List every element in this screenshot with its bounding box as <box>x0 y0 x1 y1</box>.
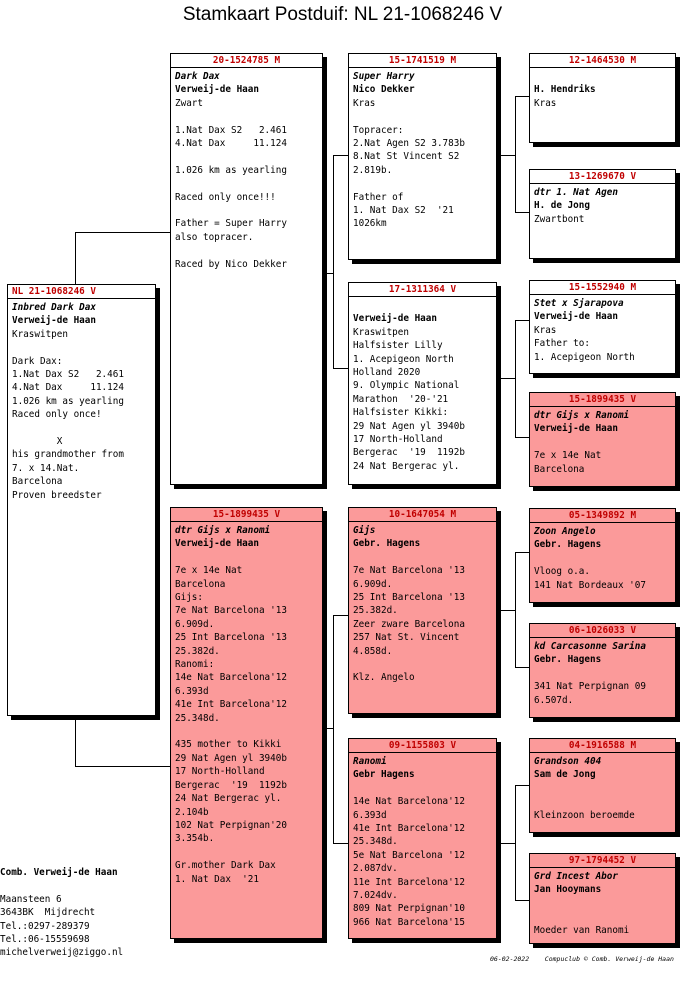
card-text-line <box>12 422 151 435</box>
card-text-line: 966 Nat Barcelona'15 <box>353 916 465 928</box>
card-father-father <box>348 53 497 260</box>
card-fm-mother <box>529 392 676 487</box>
card-text-line: 17 North-Holland <box>353 434 443 446</box>
connector-line <box>333 155 334 368</box>
ring-number: 06-1026033 V <box>530 624 675 638</box>
connector-line <box>333 843 348 844</box>
card-text-line: Dark Dax <box>175 71 220 82</box>
connector-line <box>333 368 348 369</box>
ring-number: 10-1647054 M <box>349 508 496 522</box>
card-mm-mother <box>529 853 676 944</box>
owner-tel1: Tel.:0297-289379 <box>0 920 90 932</box>
card-text-line: Zwart <box>175 97 203 109</box>
card-text-line: Kras <box>353 97 376 109</box>
card-text-line: Gebr. Hagens <box>534 654 602 666</box>
card-text-line: 1.Nat Dax S2 2.461 <box>175 124 287 136</box>
card-text-line <box>12 341 151 354</box>
card-text-line: Kras <box>534 324 557 336</box>
card-text-line: Verweij-de Haan <box>534 423 618 435</box>
card-text-line <box>175 150 318 163</box>
card-text-line: Bergerac '19 1192b <box>175 779 287 791</box>
connector-line <box>497 378 516 379</box>
footer-credit: 06-02-2022 Compuclub © Comb. Verweij-de Haan <box>490 955 674 963</box>
card-text-line: Father = Super Harry <box>175 218 287 230</box>
card-text-line: dtr 1. Nat Agen <box>534 187 618 198</box>
card-text-line: Halfsister Kikki: <box>353 407 449 419</box>
card-text-line: kd Carcasonne Sarina <box>534 641 646 652</box>
card-text-line: 7e Nat Barcelona '13 <box>353 565 465 577</box>
connector-line <box>515 900 529 901</box>
card-text-line <box>175 204 318 217</box>
card-text-line: Sam de Jong <box>534 769 596 781</box>
card-text-line: Super Harry <box>353 71 415 82</box>
card-text-line <box>534 667 671 680</box>
card-text-line: 6.393d <box>175 685 209 697</box>
card-text-line: Kraswitpen <box>353 326 409 338</box>
card-text-line: 14e Nat Barcelona'12 <box>353 796 465 808</box>
card-subject <box>7 284 156 716</box>
ring-number: 15-1899435 V <box>171 508 322 522</box>
card-text-line: 1. Nat Dax S2 '21 <box>353 205 454 217</box>
card-father <box>170 53 323 485</box>
card-text-line: 6.909d. <box>353 578 393 590</box>
connector-line <box>497 843 516 844</box>
card-text-line: 29 Nat Agen yl 3940b <box>353 420 465 432</box>
card-text-line <box>353 177 492 190</box>
connector-line <box>323 273 334 274</box>
card-text-line: 4.Nat Dax 11.124 <box>175 138 287 150</box>
card-text-line <box>534 552 671 565</box>
card-text-line: 4.Nat Dax 11.124 <box>12 382 124 394</box>
card-text-line <box>534 795 671 808</box>
card-mf-father <box>529 508 676 603</box>
card-text-line: 25 Int Barcelona '13 <box>175 632 287 644</box>
card-father-mother <box>348 282 497 485</box>
card-text-line <box>534 897 671 910</box>
card-mm-father <box>529 738 676 833</box>
card-text-line: 1. Nat Dax '21 <box>175 873 259 885</box>
ring-number: NL 21-1068246 V <box>8 285 155 299</box>
card-text-line: 1026km <box>353 218 387 230</box>
card-text-line: Verweij-de Haan <box>175 538 259 550</box>
card-text-line: 102 Nat Perpignan'20 <box>175 819 287 831</box>
card-text-line: 2.819b. <box>353 164 393 176</box>
card-text-line: 2.Nat Agen S2 3.783b <box>353 138 465 150</box>
card-text-line: 1.026 km as yearling <box>175 164 287 176</box>
card-text-line: Kleinzoon beroemde <box>534 809 635 821</box>
card-text-line: Father of <box>353 191 404 203</box>
card-text-line <box>534 910 671 923</box>
connector-line <box>515 437 529 438</box>
connector-line <box>497 155 516 156</box>
card-text-line: Raced only once!!! <box>175 191 276 203</box>
ring-number: 15-1552940 M <box>530 281 675 295</box>
card-text-line: 435 mother to Kikki <box>175 739 282 751</box>
card-text-line: 8.Nat St Vincent S2 <box>353 151 460 163</box>
connector-line <box>515 552 529 553</box>
card-text-line: 7.024dv. <box>353 890 398 902</box>
connector-line <box>515 667 529 668</box>
card-text-line: Stet x Sjarapova <box>534 298 624 309</box>
card-text-line: 14e Nat Barcelona'12 <box>175 672 287 684</box>
card-text-line <box>534 782 671 795</box>
connector-line <box>333 155 348 156</box>
ring-number: 04-1916588 M <box>530 739 675 753</box>
card-text-line <box>175 177 318 190</box>
owner-info <box>0 866 123 960</box>
connector-line <box>323 728 334 729</box>
card-text-line: Father to: <box>534 338 590 350</box>
card-text-line: Gebr Hagens <box>353 769 415 781</box>
card-text-line: Holland 2020 <box>353 367 421 379</box>
card-text-line: Kras <box>534 97 557 109</box>
card-text-line: Gr.mother Dark Dax <box>175 860 276 872</box>
card-text-line: Halfsister Lilly <box>353 340 443 352</box>
card-text-line: 7e x 14e Nat <box>534 450 602 462</box>
card-text-line: 3.354b. <box>175 833 215 845</box>
card-text-line: 6.507d. <box>534 694 574 706</box>
card-text-line: Klz. Angelo <box>353 672 415 684</box>
card-text-line <box>175 110 318 123</box>
card-text-line: also topracer. <box>175 231 254 243</box>
card-text-line: 11e Int Barcelona'12 <box>353 876 465 888</box>
card-text-line: Grandson 404 <box>534 756 602 767</box>
card-text-line: Zeer zware Barcelona <box>353 618 465 630</box>
card-text-line: Gebr. Hagens <box>534 539 602 551</box>
card-text-line: Topracer: <box>353 124 404 136</box>
card-text-line: 1.Nat Dax S2 2.461 <box>12 369 124 381</box>
connector-line <box>515 212 529 213</box>
connector-line <box>75 716 76 766</box>
card-text-line: Kraswitpen <box>12 328 68 340</box>
card-text-line <box>534 436 671 449</box>
card-text-line: Barcelona <box>534 463 585 475</box>
card-text-line: 25.348d. <box>175 712 220 724</box>
card-text-line: 41e Int Barcelona'12 <box>175 699 287 711</box>
card-text-line: 17 North-Holland <box>175 766 265 778</box>
card-text-line <box>175 846 318 859</box>
card-text-line: Gebr. Hagens <box>353 538 421 550</box>
card-text-line: Proven breedster <box>12 489 102 501</box>
card-text-line: 7. x 14.Nat. <box>12 462 80 474</box>
card-text-line <box>175 725 318 738</box>
ring-number: 12-1464530 M <box>530 54 675 68</box>
connector-line <box>75 232 173 233</box>
card-text-line: 29 Nat Agen yl 3940b <box>175 752 287 764</box>
card-text-line: 2.087dv. <box>353 863 398 875</box>
card-text-line: Jan Hooymans <box>534 884 602 896</box>
card-text-line: Zwartbont <box>534 213 585 225</box>
connector-line <box>497 610 516 611</box>
card-text-line: Verweij-de Haan <box>12 315 96 327</box>
card-mother <box>170 507 323 939</box>
card-text-line: 257 Nat St. Vincent <box>353 632 460 644</box>
card-text-line: 1.026 km as yearling <box>12 395 124 407</box>
card-text-line: Grd Incest Abor <box>534 871 618 882</box>
card-text-line: 809 Nat Perpignan'10 <box>353 903 465 915</box>
card-text-line <box>175 244 318 257</box>
ring-number: 09-1155803 V <box>349 739 496 753</box>
card-text-line <box>353 110 492 123</box>
card-text-line: 1. Acepigeon North <box>353 353 454 365</box>
card-text-line: H. de Jong <box>534 200 590 212</box>
ring-number: 13-1269670 V <box>530 170 675 184</box>
card-text-line: Raced by Nico Dekker <box>175 258 287 270</box>
card-text-line <box>175 551 318 564</box>
card-text-line: 4.858d. <box>353 645 393 657</box>
card-text-line: 2.104b <box>175 806 209 818</box>
card-ff-father <box>529 53 676 143</box>
card-text-line: 25 Int Barcelona '13 <box>353 592 465 604</box>
card-text-line: Vloog o.a. <box>534 566 590 578</box>
card-text-line: Dark Dax: <box>12 355 63 367</box>
card-text-line: 6.909d. <box>175 618 215 630</box>
connector-line <box>515 785 529 786</box>
card-text-line: 25.348d. <box>353 836 398 848</box>
card-text-line: Marathon '20-'21 <box>353 393 449 405</box>
card-text-line: Ranomi: <box>175 659 215 671</box>
card-text-line: Bergerac '19 1192b <box>353 447 465 459</box>
card-text-line: Ranomi <box>353 756 387 767</box>
card-text-line: 1. Acepigeon North <box>534 351 635 363</box>
card-text-line: Verweij-de Haan <box>353 313 437 325</box>
connector-line <box>515 96 516 212</box>
owner-email: michelverweij@ziggo.nl <box>0 947 124 959</box>
card-text-line: H. Hendriks <box>534 84 596 96</box>
connector-line <box>515 96 529 97</box>
card-text-line <box>534 70 671 83</box>
card-text-line: 24 Nat Bergerac yl. <box>175 793 282 805</box>
connector-line <box>333 615 334 843</box>
card-text-line: 7e Nat Barcelona '13 <box>175 605 287 617</box>
card-text-line: Barcelona <box>12 476 63 488</box>
card-text-line: Verweij-de Haan <box>175 84 259 96</box>
card-text-line: dtr Gijs x Ranomi <box>175 525 271 536</box>
card-text-line: 5e Nat Barcelona '12 <box>353 849 465 861</box>
owner-spacer <box>0 879 123 892</box>
card-text-line: dtr Gijs x Ranomi <box>534 410 630 421</box>
page-title: Stamkaart Postduif: NL 21-1068246 V <box>182 4 503 25</box>
card-text-line: his grandmother from <box>12 449 124 461</box>
card-text-line: 341 Nat Perpignan 09 <box>534 681 646 693</box>
card-text-line: 25.382d. <box>353 605 398 617</box>
owner-tel2: Tel.:06-15559698 <box>0 934 90 946</box>
owner-street: Maansteen 6 <box>0 893 62 905</box>
card-text-line: 24 Nat Bergerac yl. <box>353 460 460 472</box>
ring-number: 17-1311364 V <box>349 283 496 297</box>
card-text-line: Inbred Dark Dax <box>12 302 96 313</box>
connector-line <box>75 766 173 767</box>
connector-line <box>515 320 529 321</box>
card-text-line: Gijs <box>353 525 376 536</box>
card-mother-father <box>348 507 497 714</box>
card-text-line: 7e x 14e Nat <box>175 565 243 577</box>
card-ff-mother <box>529 169 676 259</box>
card-text-line <box>353 551 492 564</box>
owner-name: Comb. Verweij-de Haan <box>0 867 118 878</box>
connector-line <box>333 615 348 616</box>
card-text-line: Gijs: <box>175 592 203 604</box>
card-text-line: 25.382d. <box>175 645 220 657</box>
card-text-line: 141 Nat Bordeaux '07 <box>534 579 646 591</box>
card-text-line <box>353 782 492 795</box>
ring-number: 20-1524785 M <box>171 54 322 68</box>
card-text-line: Raced only once! <box>12 409 102 421</box>
card-text-line: 6.393d <box>353 809 387 821</box>
ring-number: 15-1899435 V <box>530 393 675 407</box>
owner-city: 3643BK Mijdrecht <box>0 907 96 919</box>
card-text-line <box>353 658 492 671</box>
ring-number: 05-1349892 M <box>530 509 675 523</box>
card-text-line: X <box>12 436 63 448</box>
card-text-line: 9. Olympic National <box>353 380 460 392</box>
card-mother-mother <box>348 738 497 939</box>
card-fm-father <box>529 280 676 374</box>
ring-number: 97-1794452 V <box>530 854 675 868</box>
card-text-line <box>353 299 492 312</box>
connector-line <box>75 232 76 285</box>
card-text-line: Zoon Angelo <box>534 526 596 537</box>
card-text-line: Moeder van Ranomi <box>534 924 630 936</box>
card-text-line: Nico Dekker <box>353 84 415 96</box>
ring-number: 15-1741519 M <box>349 54 496 68</box>
card-text-line: Barcelona <box>175 578 226 590</box>
card-text-line: 41e Int Barcelona'12 <box>353 823 465 835</box>
card-mf-mother <box>529 623 676 718</box>
card-text-line: Verweij-de Haan <box>534 311 618 323</box>
